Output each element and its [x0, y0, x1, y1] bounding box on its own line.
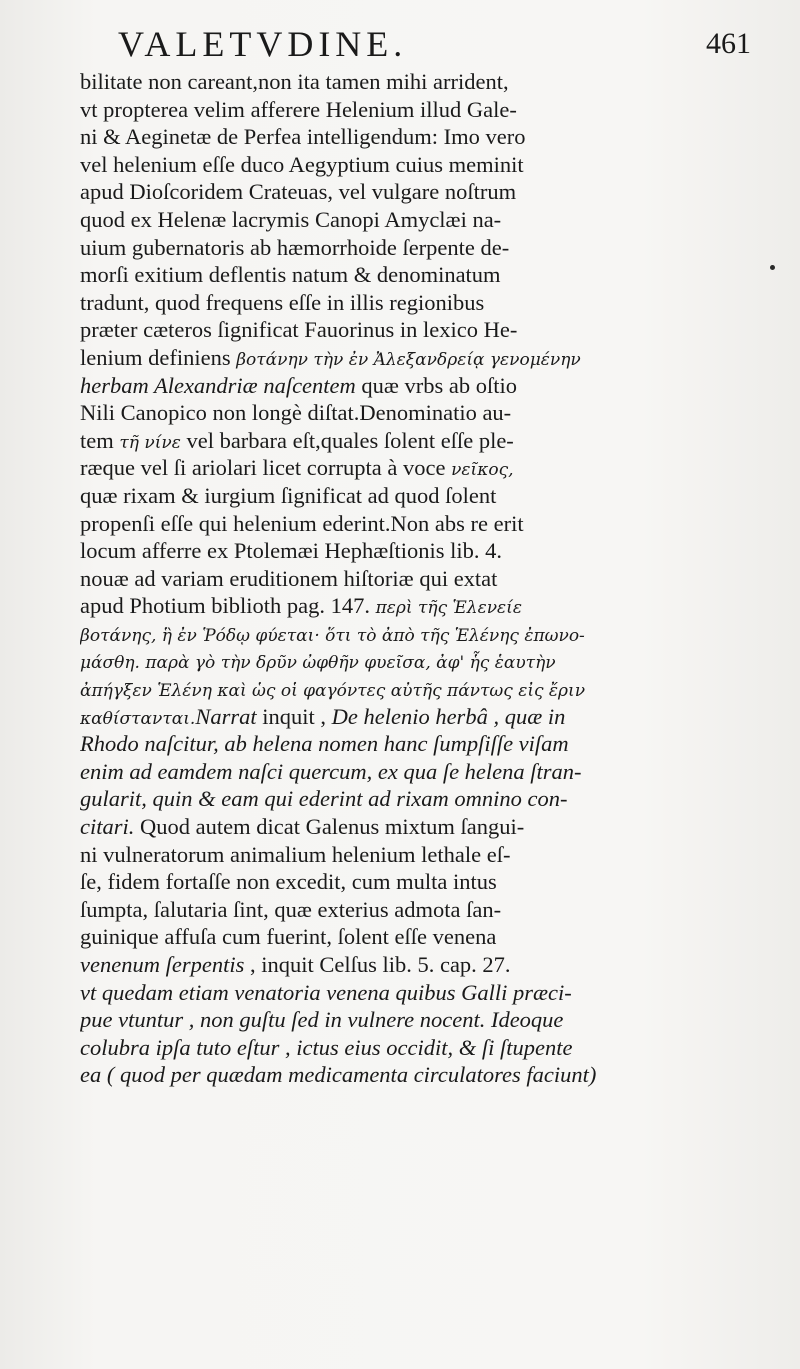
margin-ink-dot — [770, 265, 775, 270]
text-line — [80, 896, 780, 924]
text-line — [80, 178, 780, 206]
text-segment: Quod autem dicat Galenus mixtum ſangui- — [134, 814, 525, 840]
text-segment: tradunt, quod frequens eſſe in illis regionibus — [80, 289, 485, 315]
running-title: VALETVDINE. — [118, 24, 408, 64]
body-text — [80, 68, 780, 1089]
text-line — [80, 316, 780, 344]
text-segment: ræque vel ſi ariolari licet corrupta à voce — [80, 455, 452, 481]
text-segment: inquit , — [256, 703, 332, 729]
text-line — [80, 1034, 780, 1062]
text-segment: , inquit Celſus lib. 5. cap. 27. — [244, 952, 511, 977]
text-line — [80, 537, 780, 565]
text-line — [80, 344, 780, 372]
text-segment: locum afferre ex Ptolemæi Hephæſtionis lib. 4. — [80, 538, 503, 564]
text-segment: ni & Aeginetæ de Perfea intelligendum: Imo vero — [80, 124, 526, 150]
text-segment: quod ex Helenæ lacrymis Canopi Amyclæi na- — [80, 206, 502, 232]
text-segment: citari. — [80, 814, 135, 840]
text-segment: quæ rixam & iurgium ſignificat ad quod ſolent — [80, 482, 497, 508]
text-segment: vel helenium eſſe duco Aegyptium cuius meminit — [80, 151, 524, 177]
text-line — [80, 289, 780, 317]
text-line — [80, 620, 780, 648]
text-segment: περὶ τῆς Ἑλενείε — [375, 598, 522, 619]
text-line — [80, 123, 780, 151]
text-segment: βοτάνης, ἣ ἐν Ῥόδῳ φύεται· ὅτι τὸ ἀπὸ τῆς Ἑλένης ἐπωνο- — [80, 625, 585, 646]
text-segment: vt propterea velim afferere Helenium illud Gale- — [80, 96, 517, 122]
text-segment: pue vtuntur , non guſtu ſed in vulnere nocent. Ideoque — [80, 1007, 564, 1033]
text-segment: βοτάνην τὴν ἐν Ἀλεξανδρείᾳ γενομένην — [236, 349, 581, 370]
text-line — [80, 261, 780, 289]
text-segment: herbam Alexandriæ naſcentem — [80, 372, 356, 398]
text-segment: colubra ipſa tuto eſtur , ictus eius occidit, & ſi ſtupente — [80, 1034, 573, 1060]
text-segment: guinique affuſa cum fuerint, ſolent eſſe venena — [80, 924, 497, 950]
text-line — [80, 979, 780, 1007]
text-segment: De helenio herbâ , quæ in — [331, 703, 566, 729]
text-segment: τῆ νίνε — [119, 432, 181, 453]
text-segment: Nili Canopico non longè diſtat.Denominatio au- — [80, 400, 512, 426]
text-segment: nouæ ad variam eruditionem hiſtoriæ qui extat — [80, 565, 498, 591]
text-line — [80, 951, 780, 979]
text-line — [80, 868, 780, 896]
text-line — [80, 730, 780, 758]
text-segment: lenium definiens — [80, 344, 237, 370]
text-segment: ni vulneratorum animalium helenium lethale eſ- — [80, 841, 511, 867]
text-segment: ſumpta, ſalutaria ſint, quæ exterius admota ſan- — [80, 896, 502, 922]
text-line — [80, 510, 780, 538]
text-segment: apud Dioſcoridem Crateuas, vel vulgare noſtrum — [80, 179, 517, 205]
text-segment: vt quedam etiam venatoria venena quibus Galli præci- — [80, 979, 572, 1005]
text-line — [80, 785, 780, 813]
text-line — [80, 427, 780, 455]
text-segment: præter cæteros ſignificat Fauorinus in lexico He- — [80, 317, 518, 343]
text-segment: gularit, quin & eam qui ederint ad rixam omnino con- — [80, 786, 568, 812]
text-line — [80, 482, 780, 510]
text-segment: καθίστανται. — [80, 708, 196, 729]
text-segment: tem — [80, 427, 120, 453]
text-line — [80, 565, 780, 593]
text-line — [80, 454, 780, 482]
text-line — [80, 703, 780, 731]
text-line — [80, 399, 780, 427]
text-segment: morſi exitium deflentis natum & denominatum — [80, 262, 501, 288]
text-line — [80, 841, 780, 869]
text-segment: ſe, fidem fortaſſe non excedit, cum multa intus — [80, 869, 497, 895]
text-segment: bilitate non careant,non ita tamen mihi arrident, — [80, 69, 509, 94]
text-line — [80, 68, 780, 96]
text-line — [80, 151, 780, 179]
text-line — [80, 1061, 780, 1089]
text-segment: enim ad eamdem naſci quercum, ex qua ſe helena ſtran- — [80, 758, 582, 784]
text-segment: νεῖκος, — [451, 460, 514, 481]
text-segment: μάσθη. παρὰ γὸ τὴν δρῦν ὠφθῆν φυεῖσα, ἀφ' ἧς ἑαυτὴν — [80, 653, 556, 674]
text-line — [80, 758, 780, 786]
text-segment: ἀπήγξεν Ἑλένη καὶ ὡς οἱ φαγόντες αὐτῆς πάντως εἰς ἔριν — [80, 681, 586, 702]
text-line — [80, 1006, 780, 1034]
text-segment: Rhodo naſcitur, ab helena nomen hanc ſumpſiſſe viſam — [80, 731, 569, 757]
text-segment: quæ vrbs ab oſtio — [355, 372, 518, 398]
text-segment: ea ( quod per quædam medicamenta circulatores faciunt) — [80, 1062, 597, 1088]
page-header — [0, 20, 800, 68]
text-line — [80, 813, 780, 841]
text-line — [80, 234, 780, 262]
text-line — [80, 96, 780, 124]
page-number: 461 — [706, 27, 751, 60]
text-line — [80, 675, 780, 703]
text-segment: venenum ſerpentis — [80, 952, 245, 977]
text-line — [80, 206, 780, 234]
text-segment: uium gubernatoris ab hæmorrhoide ſerpente de- — [80, 234, 510, 260]
text-segment: vel barbara eſt,quales ſolent eſſe ple- — [180, 427, 514, 453]
text-line — [80, 592, 780, 620]
text-line — [80, 923, 780, 951]
text-segment: Narrat — [195, 703, 257, 729]
text-segment: propenſi eſſe qui helenium ederint.Non abs re erit — [80, 510, 524, 536]
text-segment: apud Photium biblioth pag. 147. — [80, 593, 376, 619]
text-line — [80, 647, 780, 675]
text-line — [80, 372, 780, 400]
